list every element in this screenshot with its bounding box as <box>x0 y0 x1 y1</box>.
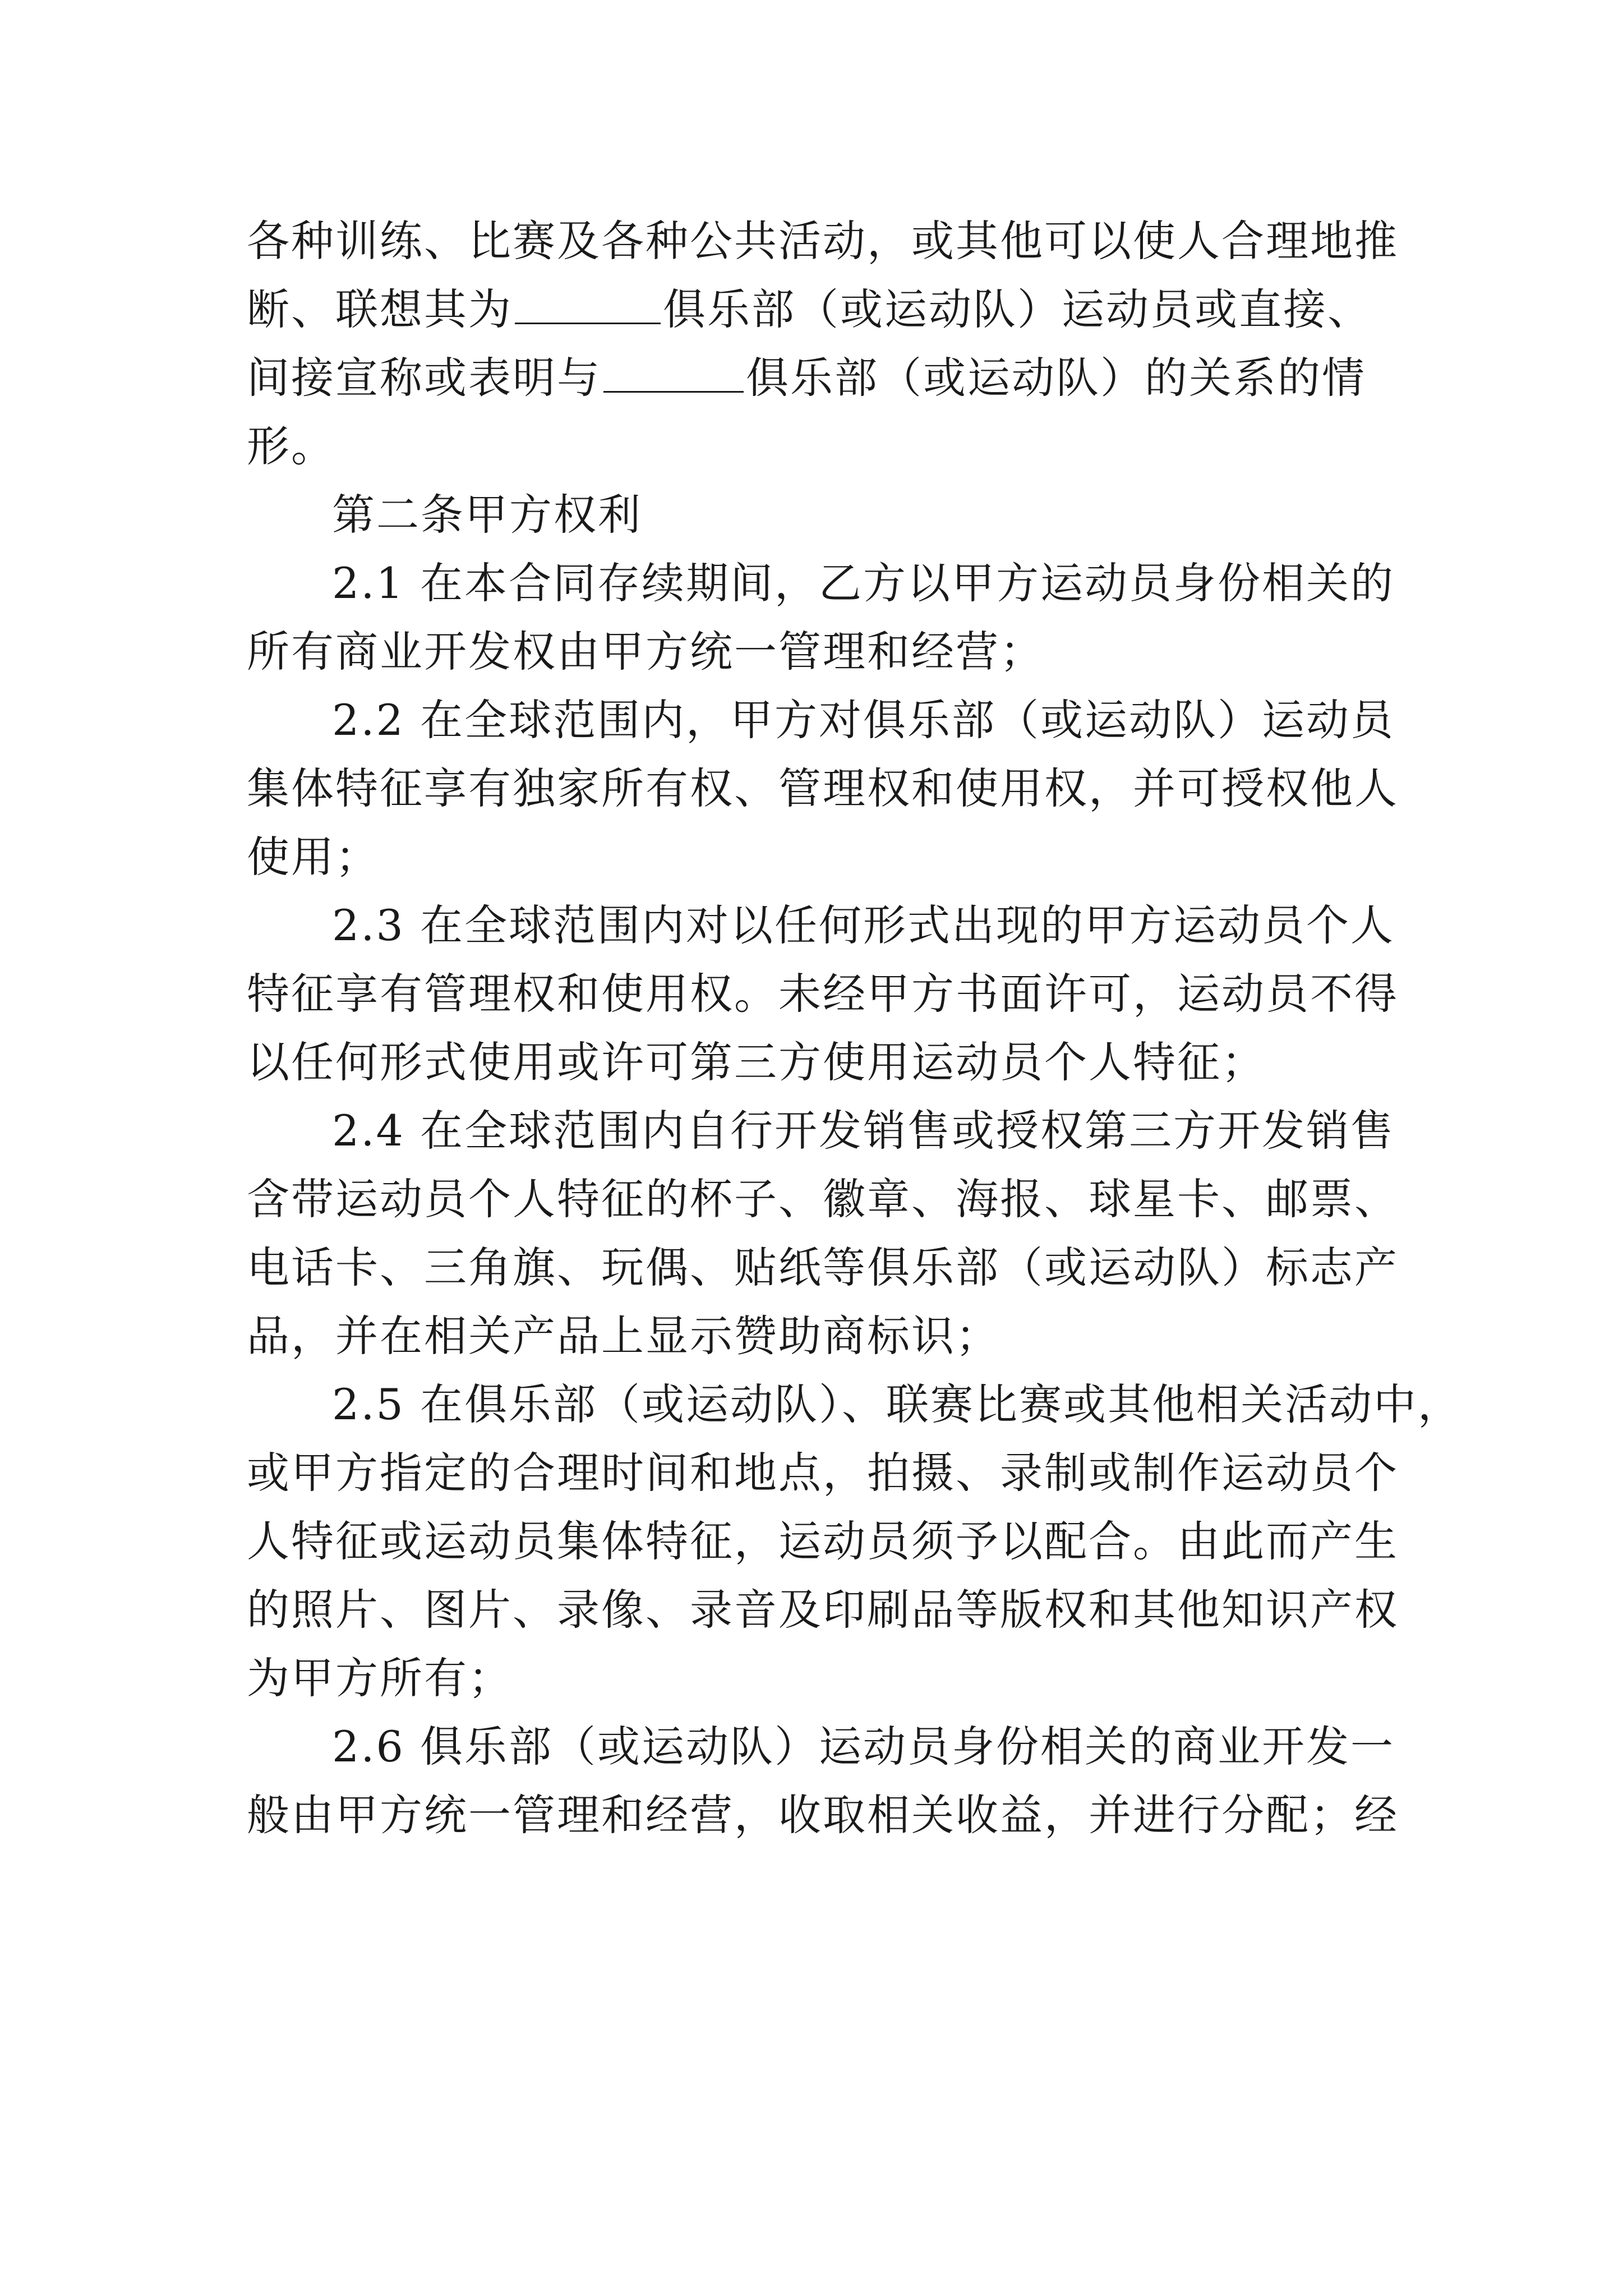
para1-line-2 <box>247 276 1372 343</box>
clause-2-3-line-1: 2.3 在全球范围内对以任何形式出现的甲方运动员个人 <box>332 900 1395 950</box>
clause-2-3-line-2: 特征享有管理权和使用权。未经甲方书面许可，运动员不得 <box>247 969 1399 1019</box>
clause-2-5-line-2: 或甲方指定的合理时间和地点，拍摄、录制或制作运动员个 <box>247 1448 1399 1498</box>
clause-2-6-line-2: 般由甲方统一管理和经营，收取相关收益，并进行分配；经 <box>247 1790 1399 1840</box>
para1-line-1: 各种训练、比赛及各种公共活动，或其他可以使人合理地推 <box>247 216 1399 266</box>
clause-2-1-line-1: 2.1 在本合同存续期间，乙方以甲方运动员身份相关的 <box>332 558 1395 608</box>
article-heading: 第二条甲方权利 <box>332 490 642 540</box>
clause-2-3-line-3: 以任何形式使用或许可第三方使用运动员个人特征； <box>247 1037 1266 1087</box>
para1-line-4: 形。 <box>247 421 335 471</box>
para1-line-2-start: 断、联想其为 <box>247 284 513 334</box>
para1-line-3-end: 俱乐部（或运动队）的关系的情 <box>746 353 1366 403</box>
para1-line-3 <box>247 344 1366 412</box>
clause-2-6-line-1: 2.6 俱乐部（或运动队）运动员身份相关的商业开发一 <box>332 1722 1395 1772</box>
clause-2-2-line-2: 集体特征享有独家所有权、管理权和使用权，并可授权他人 <box>247 763 1399 813</box>
clause-2-2-line-1: 2.2 在全球范围内，甲方对俱乐部（或运动队）运动员 <box>332 695 1395 745</box>
clause-2-4-line-2: 含带运动员个人特征的杯子、徽章、海报、球星卡、邮票、 <box>247 1174 1399 1224</box>
clause-2-1-line-2: 所有商业开发权由甲方统一管理和经营； <box>247 627 1044 677</box>
para1-line-2-end: 俱乐部（或运动队）运动员或直接、 <box>663 284 1372 334</box>
clause-2-5-line-4: 的照片、图片、录像、录音及印刷品等版权和其他知识产权 <box>247 1585 1399 1635</box>
clause-2-5-line-5: 为甲方所有； <box>247 1653 513 1703</box>
clause-2-4-line-1: 2.4 在全球范围内自行开发销售或授权第三方开发销售 <box>332 1106 1395 1156</box>
clause-2-5-line-3: 人特征或运动员集体特征，运动员须予以配合。由此而产生 <box>247 1516 1399 1566</box>
clause-2-2-line-3: 使用； <box>247 832 380 882</box>
club-name-blank-1[interactable] <box>515 286 661 324</box>
clause-2-5-line-1: 2.5 在俱乐部（或运动队）、联赛比赛或其他相关活动中， <box>332 1379 1463 1429</box>
clause-2-4-line-3: 电话卡、三角旗、玩偶、贴纸等俱乐部（或运动队）标志产 <box>247 1243 1399 1292</box>
para1-line-3-start: 间接宣称或表明与 <box>247 353 601 403</box>
club-name-blank-2[interactable] <box>603 354 744 393</box>
clause-2-4-line-4: 品，并在相关产品上显示赞助商标识； <box>247 1311 1000 1361</box>
